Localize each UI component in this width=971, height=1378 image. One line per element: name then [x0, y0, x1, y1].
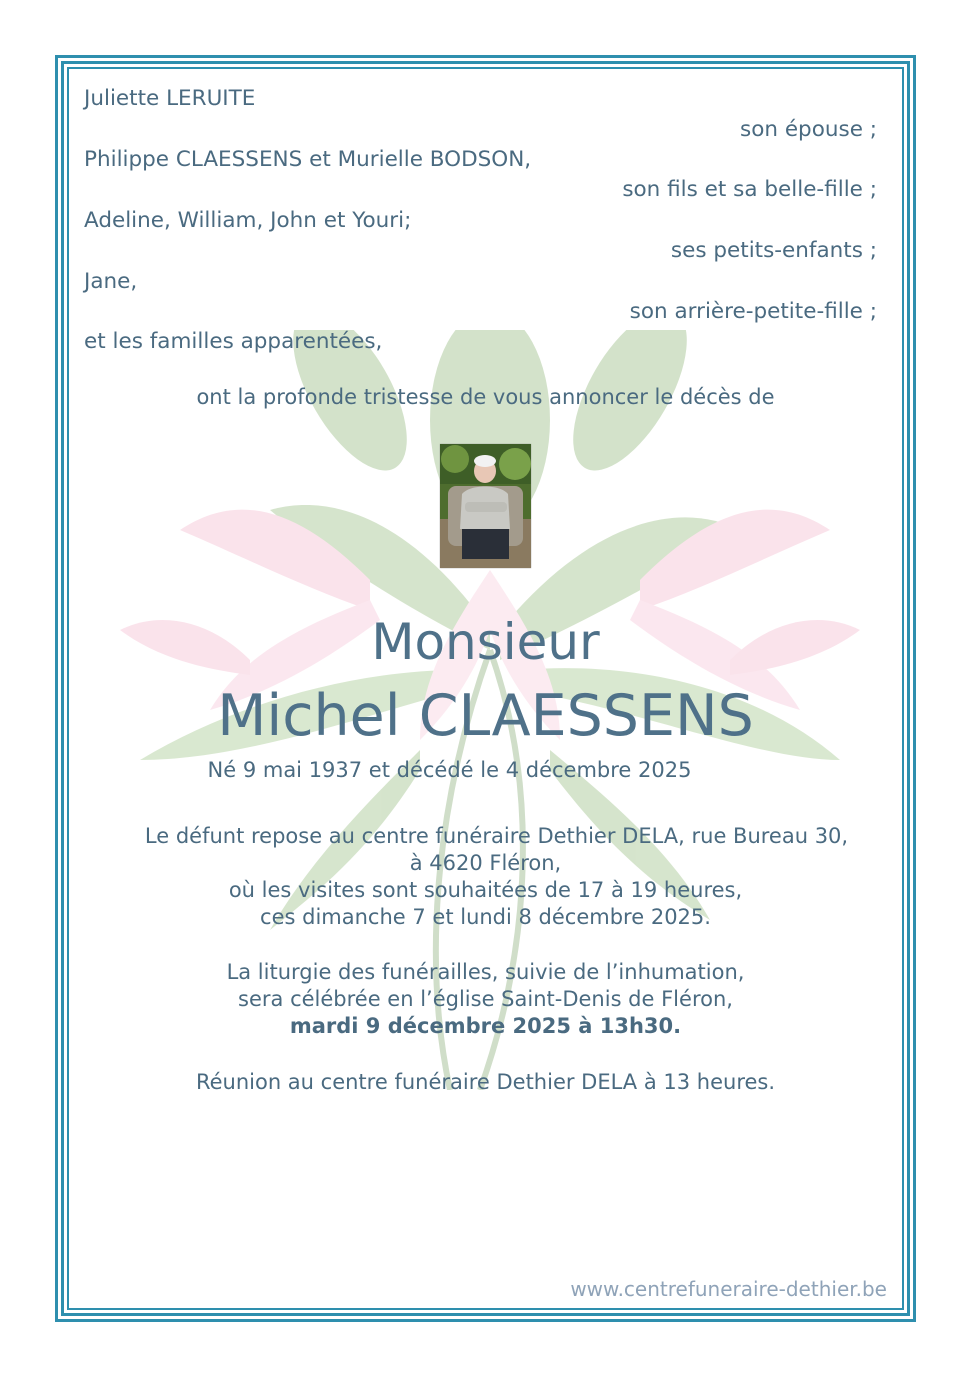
family-member-name: Adeline, William, John et Youri;	[84, 208, 412, 233]
birth-death-dates: Né 9 mai 1937 et décédé le 4 décembre 2025	[207, 758, 692, 782]
deceased-name: Michel CLAESSENS	[217, 683, 754, 749]
family-member-relation: ses petits-enfants ;	[670, 238, 877, 263]
family-member-name: et les familles apparentées,	[84, 329, 383, 354]
funeral-line: La liturgie des funérailles, suivie de l’inhumation,	[226, 960, 745, 984]
death-announcement: ont la profonde tristesse de vous annoncer le décès de	[196, 385, 775, 409]
funeral-line: sera célébrée en l’église Saint-Denis de Fléron,	[238, 987, 733, 1011]
funeral-date-time: mardi 9 décembre 2025 à 13h30.	[289, 1014, 682, 1038]
website-link[interactable]: www.centrefuneraire-dethier.be	[570, 1277, 887, 1301]
visitation-line: Le défunt repose au centre funéraire Dethier DELA, rue Bureau 30,	[144, 824, 849, 848]
family-member-name: Philippe CLAESSENS et Murielle BODSON,	[84, 147, 532, 172]
visitation-line: ces dimanche 7 et lundi 8 décembre 2025.	[260, 905, 711, 929]
honorific-title: Monsieur	[371, 613, 600, 671]
family-member-name: Juliette LERUITE	[84, 86, 256, 111]
family-member-relation: son épouse ;	[740, 117, 877, 142]
visitation-line: où les visites sont souhaitées de 17 à 19 heures,	[228, 878, 743, 902]
visitation-line: à 4620 Fléron,	[409, 851, 562, 875]
family-member-relation: son arrière-petite-fille ;	[629, 299, 877, 324]
family-member-relation: son fils et sa belle-fille ;	[622, 177, 877, 202]
deceased-portrait-photo	[440, 444, 531, 568]
meeting-info: Réunion au centre funéraire Dethier DELA à 13 heures.	[195, 1070, 776, 1094]
family-member-name: Jane,	[84, 269, 138, 294]
